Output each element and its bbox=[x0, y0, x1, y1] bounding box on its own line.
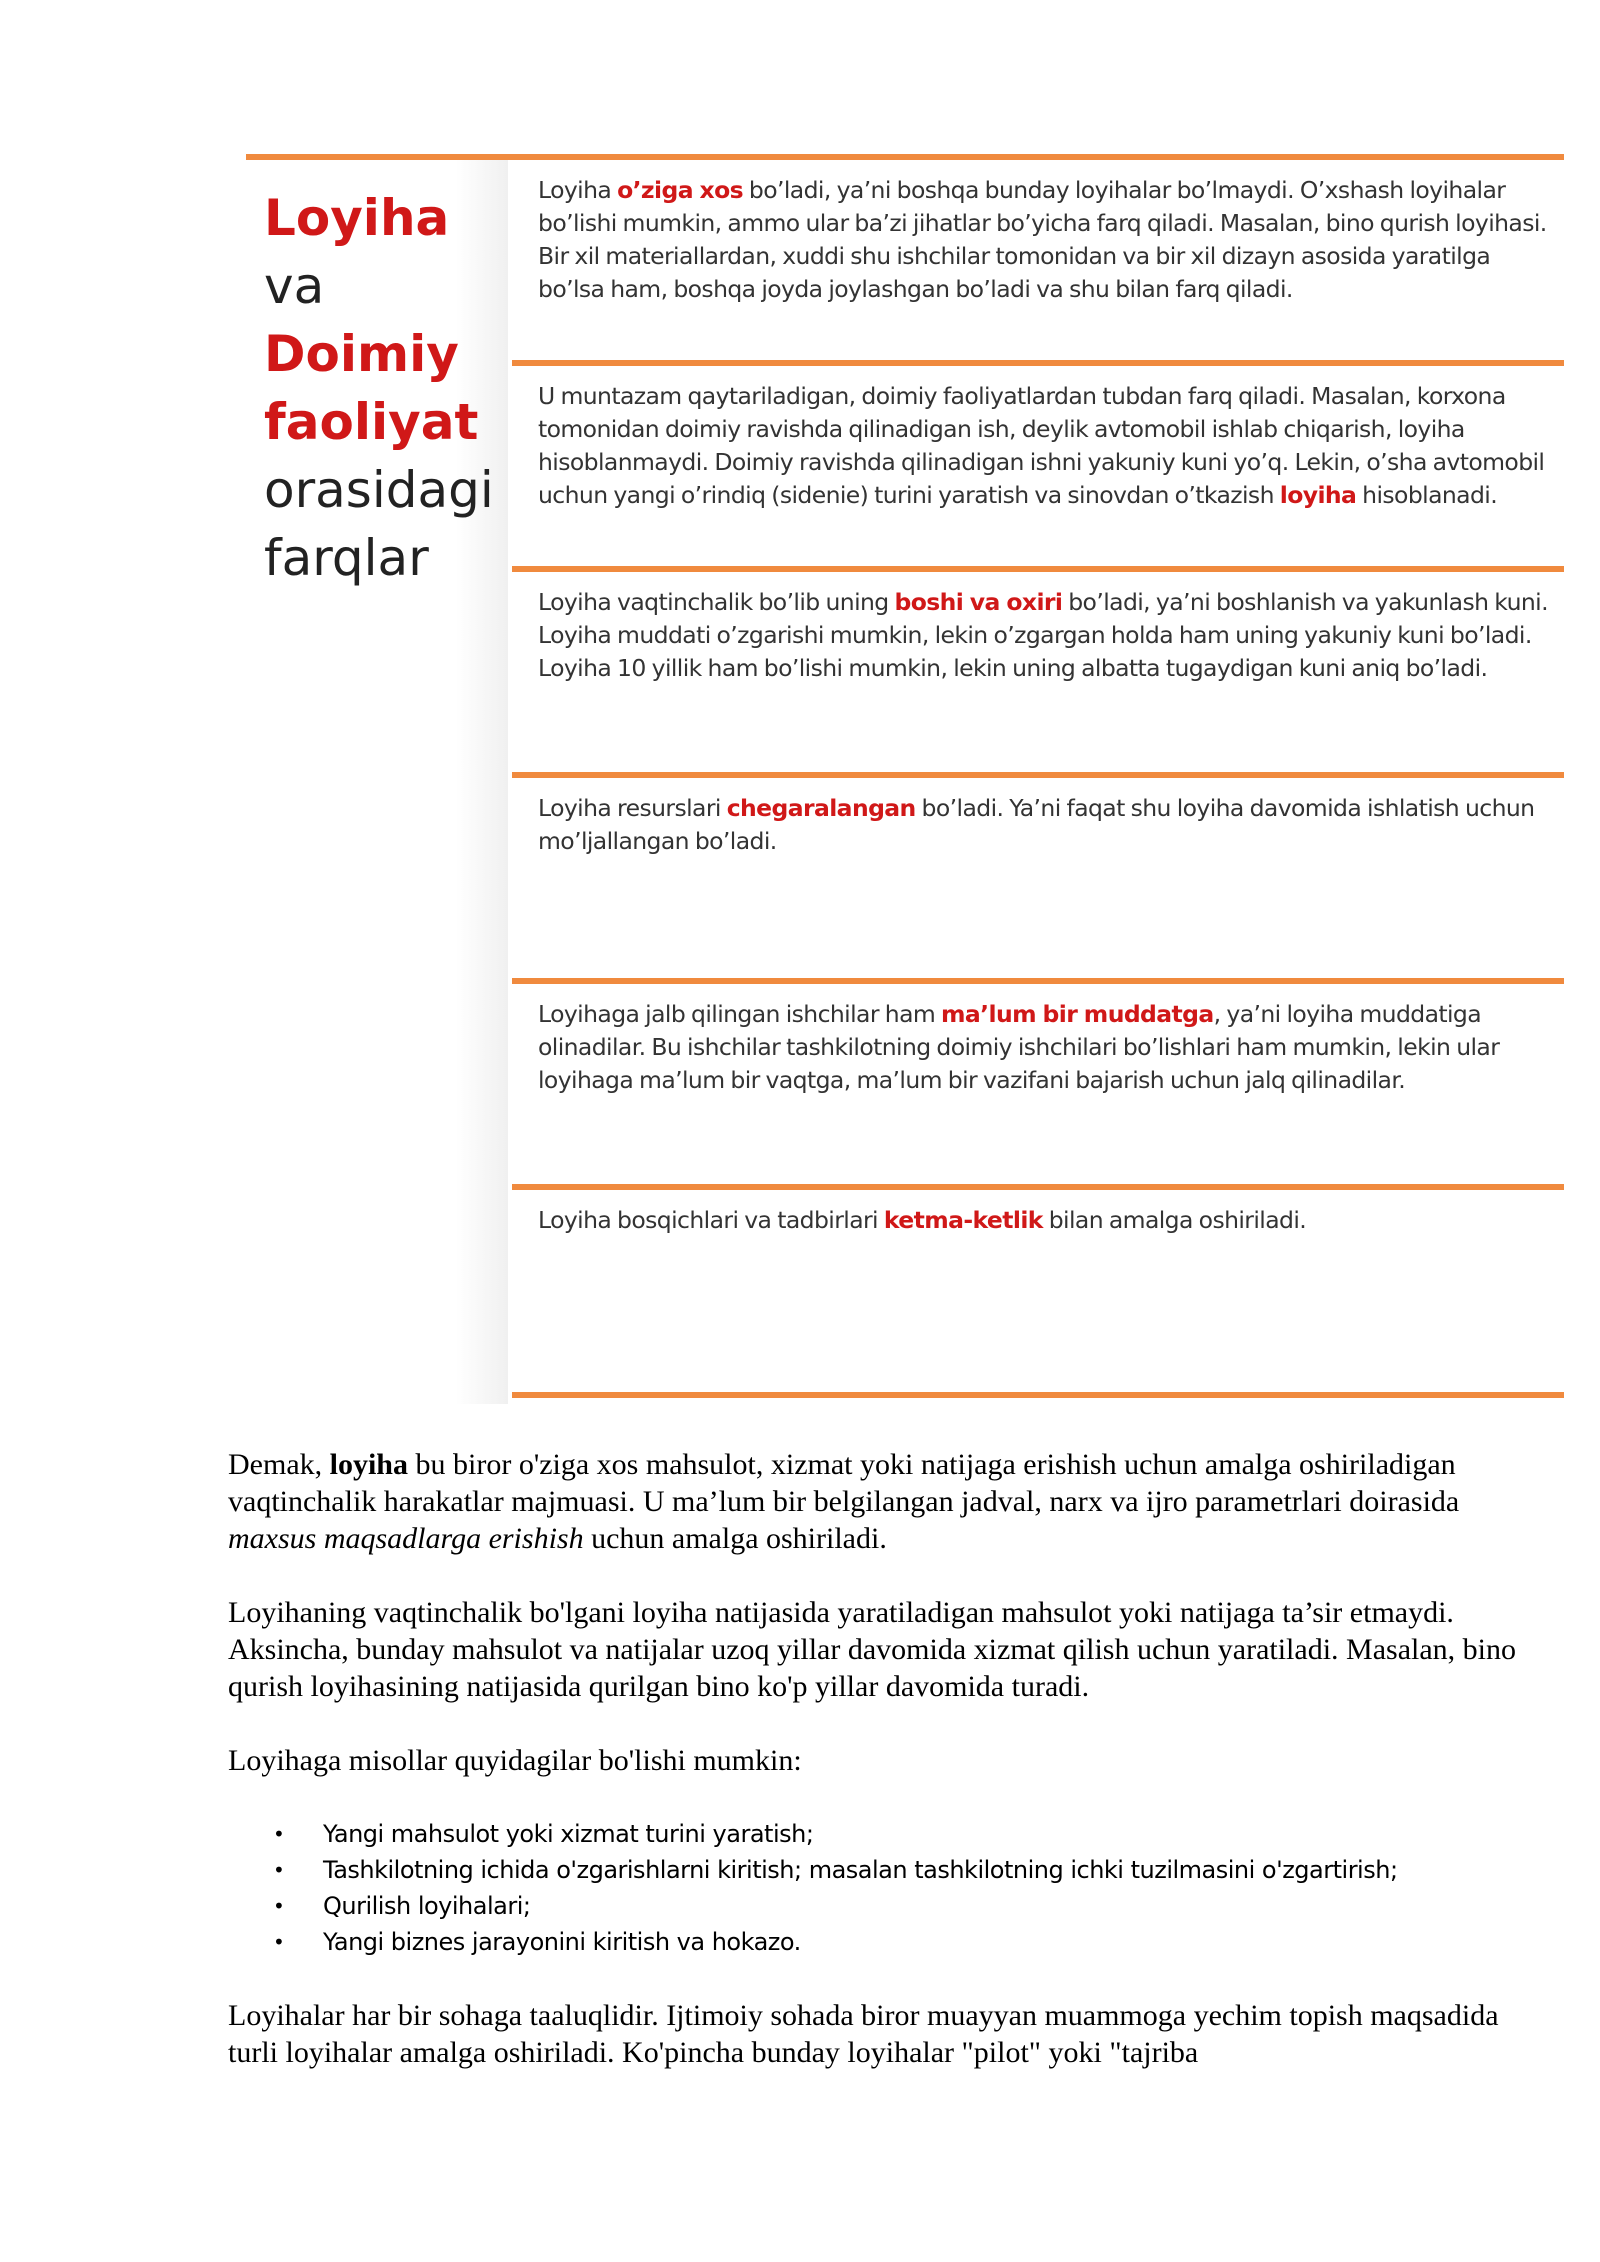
paragraph-temporary: Loyihaning vaqtinchalik bo'lgani loyiha natijasida yaratiladigan mahsulot yoki natijaga ta’sir etmaydi. Aksincha, bunday mahsulot va natijalar uzoq yillar davomida xizmat qilish uchun yaratiladi. Masalan, bino qurish loyihasining natijasida qurilgan bino ko'p yillar davomida turadi. bbox=[228, 1596, 1517, 1703]
row-text-pre: Loyihaga jalb qilingan ishchilar ham bbox=[538, 1000, 942, 1028]
figure-row-text bbox=[538, 174, 1558, 306]
row-divider bbox=[512, 772, 1564, 778]
figure-title-line-5: orasidagi bbox=[264, 461, 494, 519]
figure-title-line-4: faoliyat bbox=[264, 393, 479, 451]
figure-row-text bbox=[538, 1204, 1558, 1237]
bullet-icon: • bbox=[273, 1858, 285, 1882]
figure-row-text bbox=[538, 792, 1558, 858]
row-highlight: o’ziga xos bbox=[617, 176, 744, 204]
row-highlight: ketma-ketlik bbox=[883, 1206, 1043, 1234]
list-item-text: Qurilish loyihalari; bbox=[323, 1892, 531, 1920]
list-item bbox=[273, 1852, 1528, 1888]
paragraph-domains: Loyihalar har bir sohaga taaluqlidir. Ijtimoiy sohada biror muayyan muammoga yechim topish maqsadida turli loyihalar amalga oshiriladi. Ko'pincha bunday loyihalar "pilot" yoki "tajriba bbox=[228, 1999, 1499, 2069]
row-highlight: ma’lum bir muddatga bbox=[941, 1000, 1214, 1028]
row-highlight: loyiha bbox=[1279, 481, 1357, 509]
row-text-post: bo’ladi, ya’ni boshqa bunday loyihalar bo’lmaydi. O’xshash loyihalar bo’lishi mumkin, ammo ular ba’zi jihatlar bo’yicha farq qiladi. Masalan, bino qurish loyihasi. Bir xil materiallardan, xuddi shu ishchilar tomonidan va bir xil dizayn asosida yaratilga bo’lsa ham, boshqa joyda joylashgan bo’ladi va shu bilan farq qiladi. bbox=[538, 176, 1547, 303]
p1-post: uchun amalga oshiriladi. bbox=[583, 1522, 887, 1555]
list-item bbox=[273, 1816, 1528, 1852]
row-text-post: bo’ladi, ya’ni boshlanish va yakunlash kuni. Loyiha muddati o’zgarishi mumkin, lekin o’zgargan holda ham uning yakuniy kuni bo’ladi. Loyiha 10 yillik ham bo’lishi mumkin, lekin uning albatta tugaydigan kuni aniq bo’ladi. bbox=[538, 588, 1548, 682]
figure-bottom-divider bbox=[512, 1392, 1564, 1398]
p1-italic-phrase: maxsus maqsadlarga erishish bbox=[228, 1522, 584, 1555]
bullet-icon: • bbox=[273, 1822, 285, 1846]
paragraph-examples-intro: Loyihaga misollar quyidagilar bo'lishi mumkin: bbox=[228, 1744, 802, 1777]
paragraph-definition bbox=[228, 1446, 1528, 1557]
row-text-post: , ya’ni loyiha muddatiga olinadilar. Bu ishchilar tashkilotning doimiy ishchilari bo’lishlari ham mumkin, lekin ular loyihaga ma’lum bir vaqtga, ma’lum bir vazifani bajarish uchun jalq qilinadilar. bbox=[538, 1000, 1500, 1094]
row-text-pre: Loyiha vaqtinchalik bo’lib uning bbox=[538, 588, 895, 616]
row-divider bbox=[512, 360, 1564, 366]
figure-title-line-1: Loyiha bbox=[264, 189, 450, 247]
row-highlight: chegaralangan bbox=[726, 794, 916, 822]
figure-title bbox=[264, 184, 494, 592]
row-text-pre: Loyiha bosqichlari va tadbirlari bbox=[538, 1206, 884, 1234]
row-divider bbox=[512, 1184, 1564, 1190]
figure-title-line-6: farqlar bbox=[264, 529, 429, 587]
row-divider bbox=[512, 566, 1564, 572]
figure-row-text bbox=[538, 998, 1558, 1097]
row-highlight: boshi va oxiri bbox=[894, 588, 1063, 616]
document-body bbox=[228, 1446, 1528, 2108]
figure-row-text bbox=[538, 380, 1558, 512]
bullet-icon: • bbox=[273, 1930, 285, 1954]
list-item-text: Tashkilotning ichida o'zgarishlarni kiritish; masalan tashkilotning ichki tuzilmasini o'zgartirish; bbox=[323, 1856, 1398, 1884]
list-item-text: Yangi mahsulot yoki xizmat turini yaratish; bbox=[323, 1820, 814, 1848]
row-text-pre: Loyiha resurslari bbox=[538, 794, 727, 822]
p1-bold-term: loyiha bbox=[329, 1448, 408, 1481]
row-text-post: bo’ladi. Ya’ni faqat shu loyiha davomida ishlatish uchun mo’ljallangan bo’ladi. bbox=[538, 794, 1535, 855]
row-divider bbox=[512, 978, 1564, 984]
p1-mid: bu biror o'ziga xos mahsulot, xizmat yoki natijaga erishish uchun amalga oshiriladigan vaqtinchalik harakatlar majmuasi. U ma’lum bir belgilangan jadval, narx va ijro parametrlari doirasida bbox=[228, 1448, 1460, 1518]
figure-row-text bbox=[538, 586, 1558, 685]
figure-top-divider bbox=[246, 154, 1564, 160]
figure-title-line-2: va bbox=[264, 257, 325, 315]
list-item bbox=[273, 1924, 1528, 1960]
bullet-icon: • bbox=[273, 1894, 285, 1918]
list-item-text: Yangi biznes jarayonini kiritish va hokazo. bbox=[323, 1928, 801, 1956]
figure-title-line-3: Doimiy bbox=[264, 325, 459, 383]
comparison-figure bbox=[246, 154, 1564, 1404]
examples-list bbox=[228, 1816, 1528, 1960]
row-text-post: hisoblanadi. bbox=[1356, 481, 1498, 509]
list-item bbox=[273, 1888, 1528, 1924]
p1-pre: Demak, bbox=[228, 1448, 330, 1481]
row-text-pre: Loyiha bbox=[538, 176, 618, 204]
row-text-pre: U muntazam qaytariladigan, doimiy faoliyatlardan tubdan farq qiladi. Masalan, korxona tomonidan doimiy ravishda qilinadigan ish, deylik avtomobil ishlab chiqarish, loyiha hisoblanmaydi. Doimiy ravishda qilinadigan ishni yakuniy kuni yo’q. Lekin, o’sha avtomobil uchun yangi o’rindiq (sidenie) turini yaratish va sinovdan o’tkazish bbox=[538, 382, 1545, 509]
row-text-post: bilan amalga oshiriladi. bbox=[1042, 1206, 1307, 1234]
